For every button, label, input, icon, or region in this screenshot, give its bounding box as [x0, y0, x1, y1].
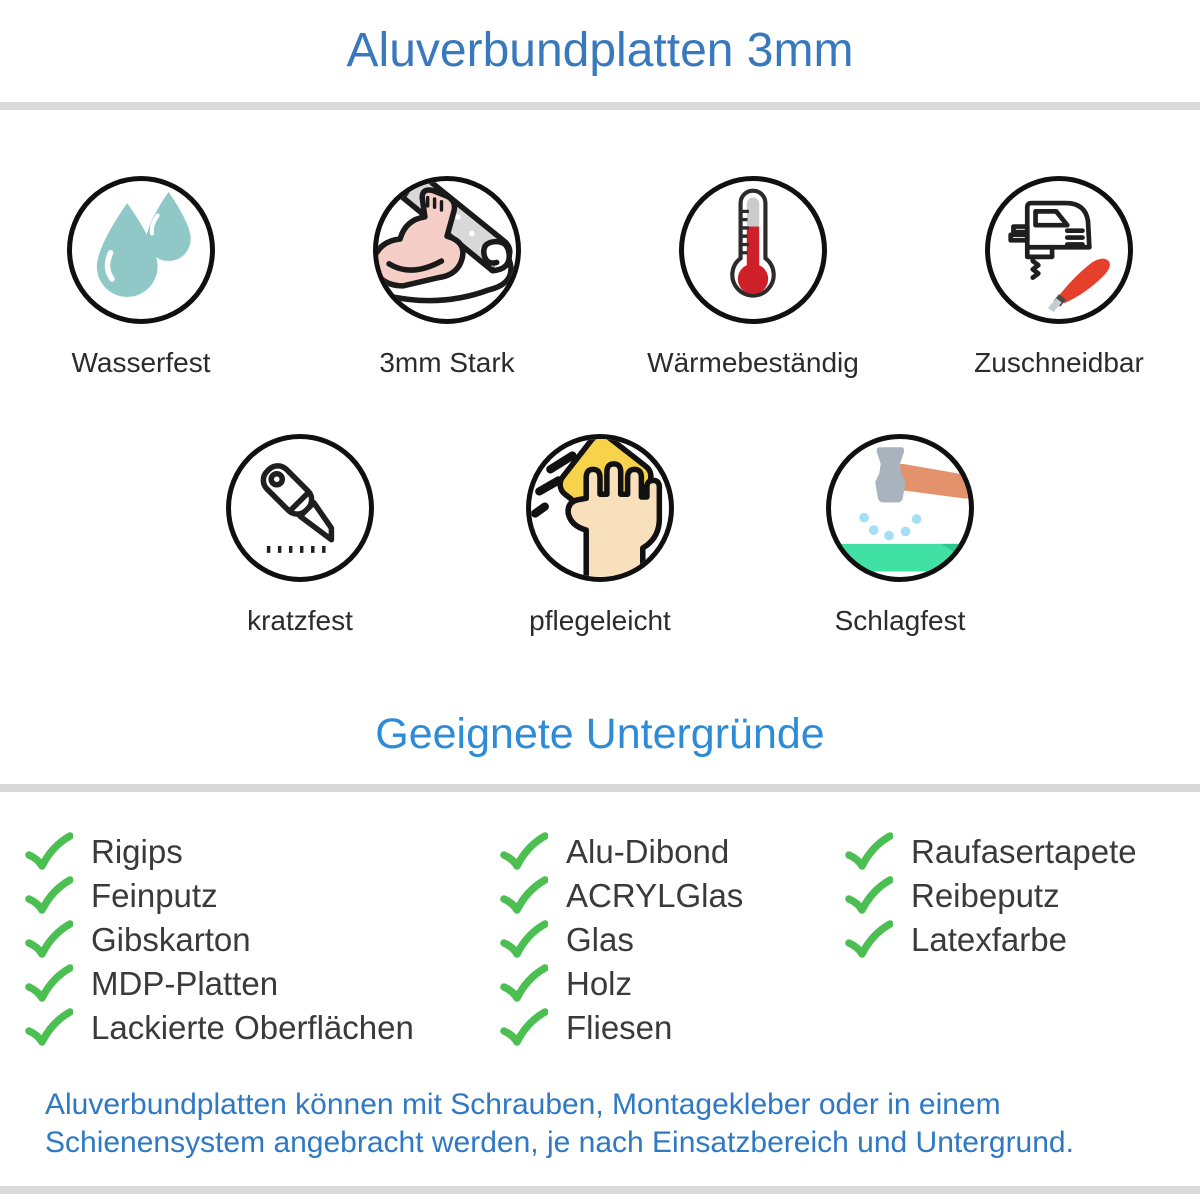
feature-label: 3mm Stark — [379, 347, 515, 378]
substrates-column-2 — [500, 832, 845, 1048]
check-icon — [500, 964, 548, 1004]
feature-label: kratzfest — [247, 605, 353, 636]
substrate-label: Fliesen — [566, 1009, 673, 1046]
substrates-column-1 — [25, 832, 500, 1048]
check-icon — [25, 964, 73, 1004]
check-icon — [845, 920, 893, 960]
check-icon — [500, 920, 548, 960]
substrate-label: Latexfarbe — [911, 921, 1067, 958]
feature-wasserfest — [56, 176, 226, 380]
muscle-arm-icon — [373, 176, 521, 324]
check-icon — [25, 920, 73, 960]
page-title: Aluverbundplatten 3mm — [346, 24, 854, 77]
feature-label: Wasserfest — [71, 347, 211, 378]
feature-pflegeleicht — [515, 434, 685, 638]
check-icon — [500, 876, 548, 916]
list-item — [25, 876, 500, 916]
check-icon — [25, 1008, 73, 1048]
list-item — [25, 964, 500, 1004]
substrate-label: Feinputz — [91, 877, 218, 914]
feature-label: Wärmebeständig — [647, 347, 859, 378]
water-drops-icon — [67, 176, 215, 324]
substrate-label: Glas — [566, 921, 634, 958]
substrate-label: ACRYLGlas — [566, 877, 744, 914]
feature-waermebestaendig — [647, 176, 859, 380]
substrate-label: MDP-Platten — [91, 965, 279, 1002]
check-icon — [500, 1008, 548, 1048]
cleaning-hand-icon — [526, 434, 674, 582]
substrate-label: Rigips — [91, 833, 183, 870]
divider — [0, 1186, 1200, 1194]
substrates-list — [0, 832, 1200, 1048]
jigsaw-icon — [985, 176, 1133, 324]
features-row-2 — [0, 434, 1200, 638]
check-icon — [845, 832, 893, 872]
list-item — [25, 920, 500, 960]
substrate-label: Lackierte Oberflächen — [91, 1009, 414, 1046]
feature-schlagfest — [815, 434, 985, 638]
thermometer-icon — [679, 176, 827, 324]
features-row-1 — [0, 176, 1200, 380]
check-icon — [25, 832, 73, 872]
substrate-label: Reibeputz — [911, 877, 1060, 914]
utility-knife-icon — [226, 434, 374, 582]
substrate-label: Holz — [566, 965, 633, 1002]
divider — [0, 784, 1200, 792]
substrate-label: Alu-Dibond — [566, 833, 730, 870]
footer-note — [0, 1086, 1200, 1162]
hammer-icon — [826, 434, 974, 582]
feature-label: pflegeleicht — [529, 605, 671, 636]
feature-kratzfest — [215, 434, 385, 638]
substrates-column-3 — [845, 832, 1200, 1048]
footer-line-2: Schienensystem angebracht werden, je nach Einsatzbereich und Untergrund. — [45, 1126, 1074, 1159]
list-item — [500, 832, 845, 872]
substrate-label: Raufasertapete — [911, 833, 1137, 870]
list-item — [500, 1008, 845, 1048]
footer-line-1: Aluverbundplatten können mit Schrauben, Montagekleber oder in einem — [45, 1088, 1001, 1121]
divider — [0, 102, 1200, 110]
list-item — [845, 876, 1200, 916]
check-icon — [25, 876, 73, 916]
feature-3mm-stark — [362, 176, 532, 380]
feature-label: Zuschneidbar — [974, 347, 1144, 378]
list-item — [845, 832, 1200, 872]
list-item — [845, 920, 1200, 960]
list-item — [500, 920, 845, 960]
list-item — [500, 876, 845, 916]
substrate-label: Gibskarton — [91, 921, 251, 958]
check-icon — [845, 876, 893, 916]
feature-label: Schlagfest — [834, 605, 966, 636]
list-item — [25, 1008, 500, 1048]
feature-zuschneidbar — [974, 176, 1144, 380]
section-heading: Geeignete Untergründe — [375, 710, 825, 758]
check-icon — [500, 832, 548, 872]
list-item — [25, 832, 500, 872]
list-item — [500, 964, 845, 1004]
